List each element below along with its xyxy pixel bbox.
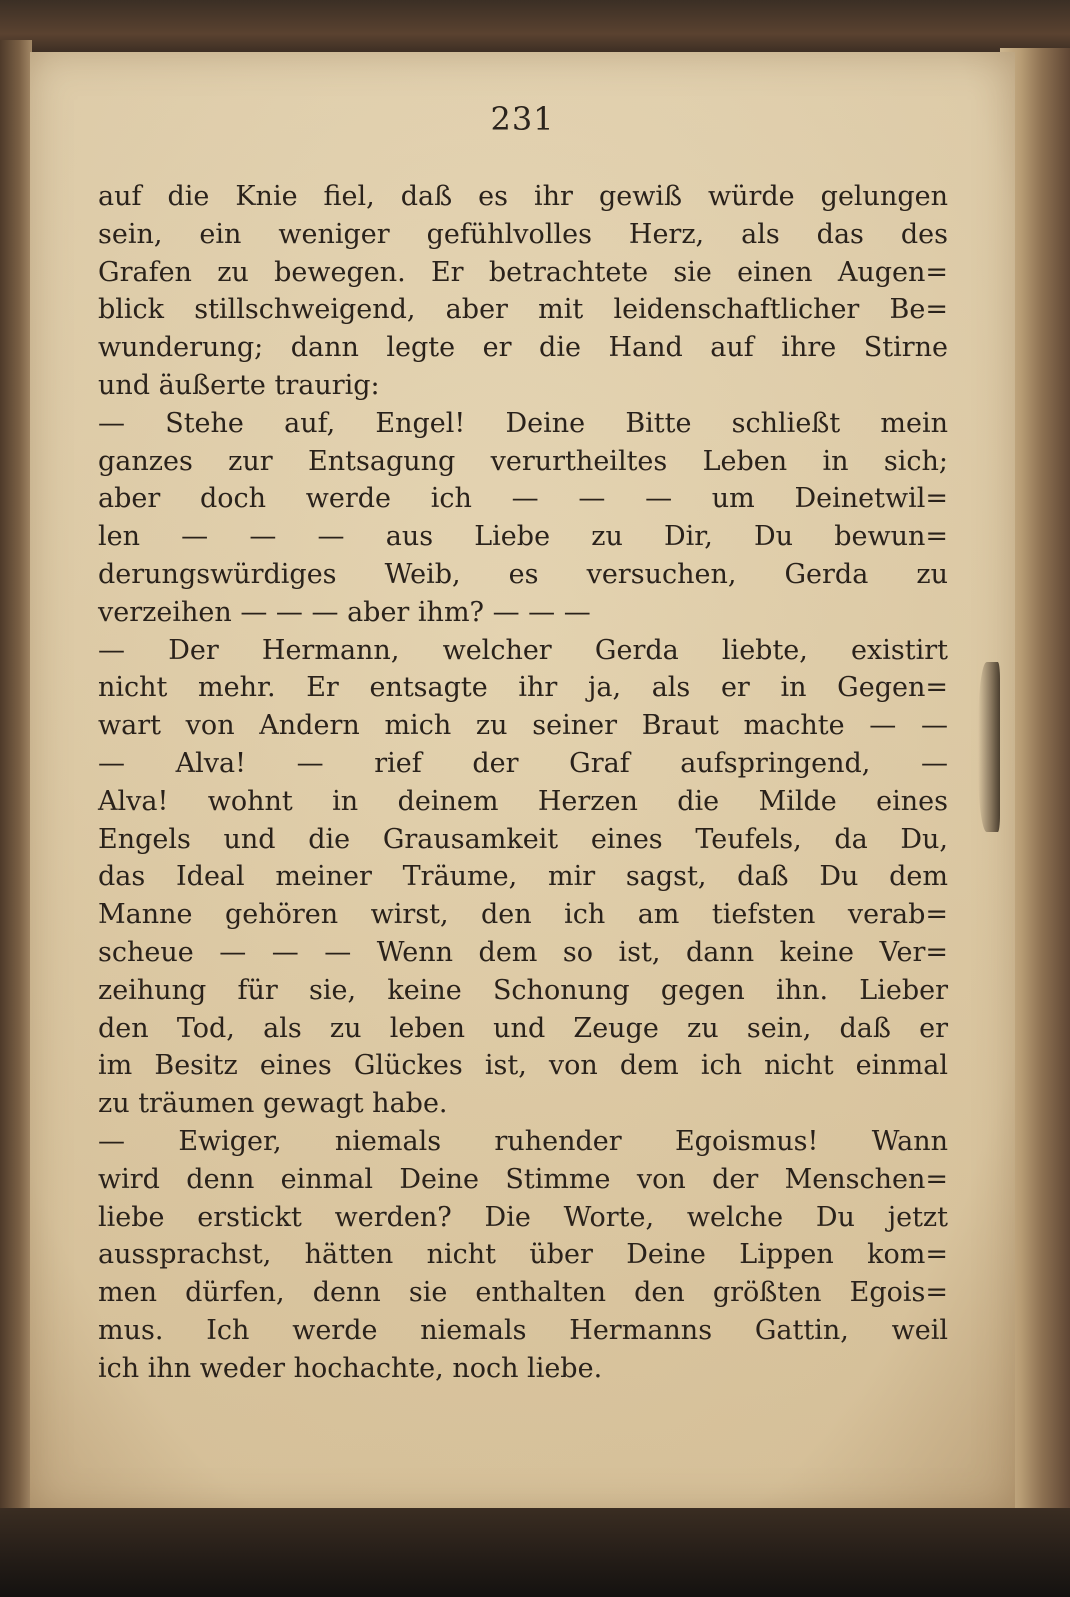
body-text — [98, 178, 948, 1388]
book-page — [30, 52, 1015, 1512]
text-line: wird denn einmal Deine Stimme von der Menschen= — [98, 1163, 948, 1195]
text-line: Manne gehören wirst, den ich am tiefsten verab= — [98, 899, 948, 931]
text-line: — Alva! — rief der Graf aufspringend, — — [98, 747, 948, 779]
text-line: Alva! wohnt in deinem Herzen die Milde eines — [98, 785, 948, 817]
text-line: mus. Ich werde niemals Hermanns Gattin, weil — [98, 1314, 948, 1346]
text-line: verzeihen — — — aber ihm? — — — — [98, 596, 591, 628]
left-page-edge — [0, 40, 32, 1520]
text-line: blick stillschweigend, aber mit leidenschaftlicher Be= — [98, 294, 948, 326]
text-line: scheue — — — Wenn dem so ist, dann keine Ver= — [98, 936, 948, 968]
text-line: len — — — aus Liebe zu Dir, Du bewun= — [98, 521, 948, 553]
text-line: zu träumen gewagt habe. — [98, 1088, 448, 1120]
page-tear — [978, 662, 1000, 832]
text-line: — Stehe auf, Engel! Deine Bitte schließt mein — [98, 407, 948, 439]
text-line: — Der Hermann, welcher Gerda liebte, existirt — [98, 634, 948, 666]
text-line: men dürfen, denn sie enthalten den größten Egois= — [98, 1277, 948, 1309]
page-number: 231 — [490, 100, 555, 138]
text-line: den Tod, als zu leben und Zeuge zu sein, daß er — [98, 1012, 948, 1044]
text-line: liebe erstickt werden? Die Worte, welche Du jetzt — [98, 1201, 948, 1233]
text-line: auf die Knie fiel, daß es ihr gewiß würde gelungen — [98, 181, 948, 212]
text-line: ich ihn weder hochachte, noch liebe. — [98, 1352, 603, 1384]
text-line: zeihung für sie, keine Schonung gegen ihn. Lieber — [98, 974, 948, 1006]
text-line: Grafen zu bewegen. Er betrachtete sie einen Augen= — [98, 256, 948, 288]
text-line: ganzes zur Entsagung verurtheiltes Leben in sich; — [98, 445, 948, 477]
text-line: derungswürdiges Weib, es versuchen, Gerda zu — [98, 558, 948, 590]
text-line: wart von Andern mich zu seiner Braut machte — — — [98, 710, 948, 742]
text-line: das Ideal meiner Träume, mir sagst, daß Du dem — [98, 861, 948, 893]
text-line: im Besitz eines Glückes ist, von dem ich nicht einmal — [98, 1050, 948, 1082]
text-line: aussprachst, hätten nicht über Deine Lippen kom= — [98, 1239, 948, 1271]
text-line: und äußerte traurig: — [98, 369, 380, 401]
text-line: aber doch werde ich — — — um Deinetwil= — [98, 483, 948, 515]
text-line: — Ewiger, niemals ruhender Egoismus! Wann — [98, 1125, 948, 1157]
text-line: nicht mehr. Er entsagte ihr ja, als er in Gegen= — [98, 672, 948, 704]
text-line: sein, ein weniger gefühlvolles Herz, als das des — [98, 218, 948, 250]
text-line: Engels und die Grausamkeit eines Teufels, da Du, — [98, 823, 948, 855]
book-bottom-edge — [0, 1508, 1070, 1597]
text-line: wunderung; dann legte er die Hand auf ihre Stirne — [98, 332, 948, 364]
